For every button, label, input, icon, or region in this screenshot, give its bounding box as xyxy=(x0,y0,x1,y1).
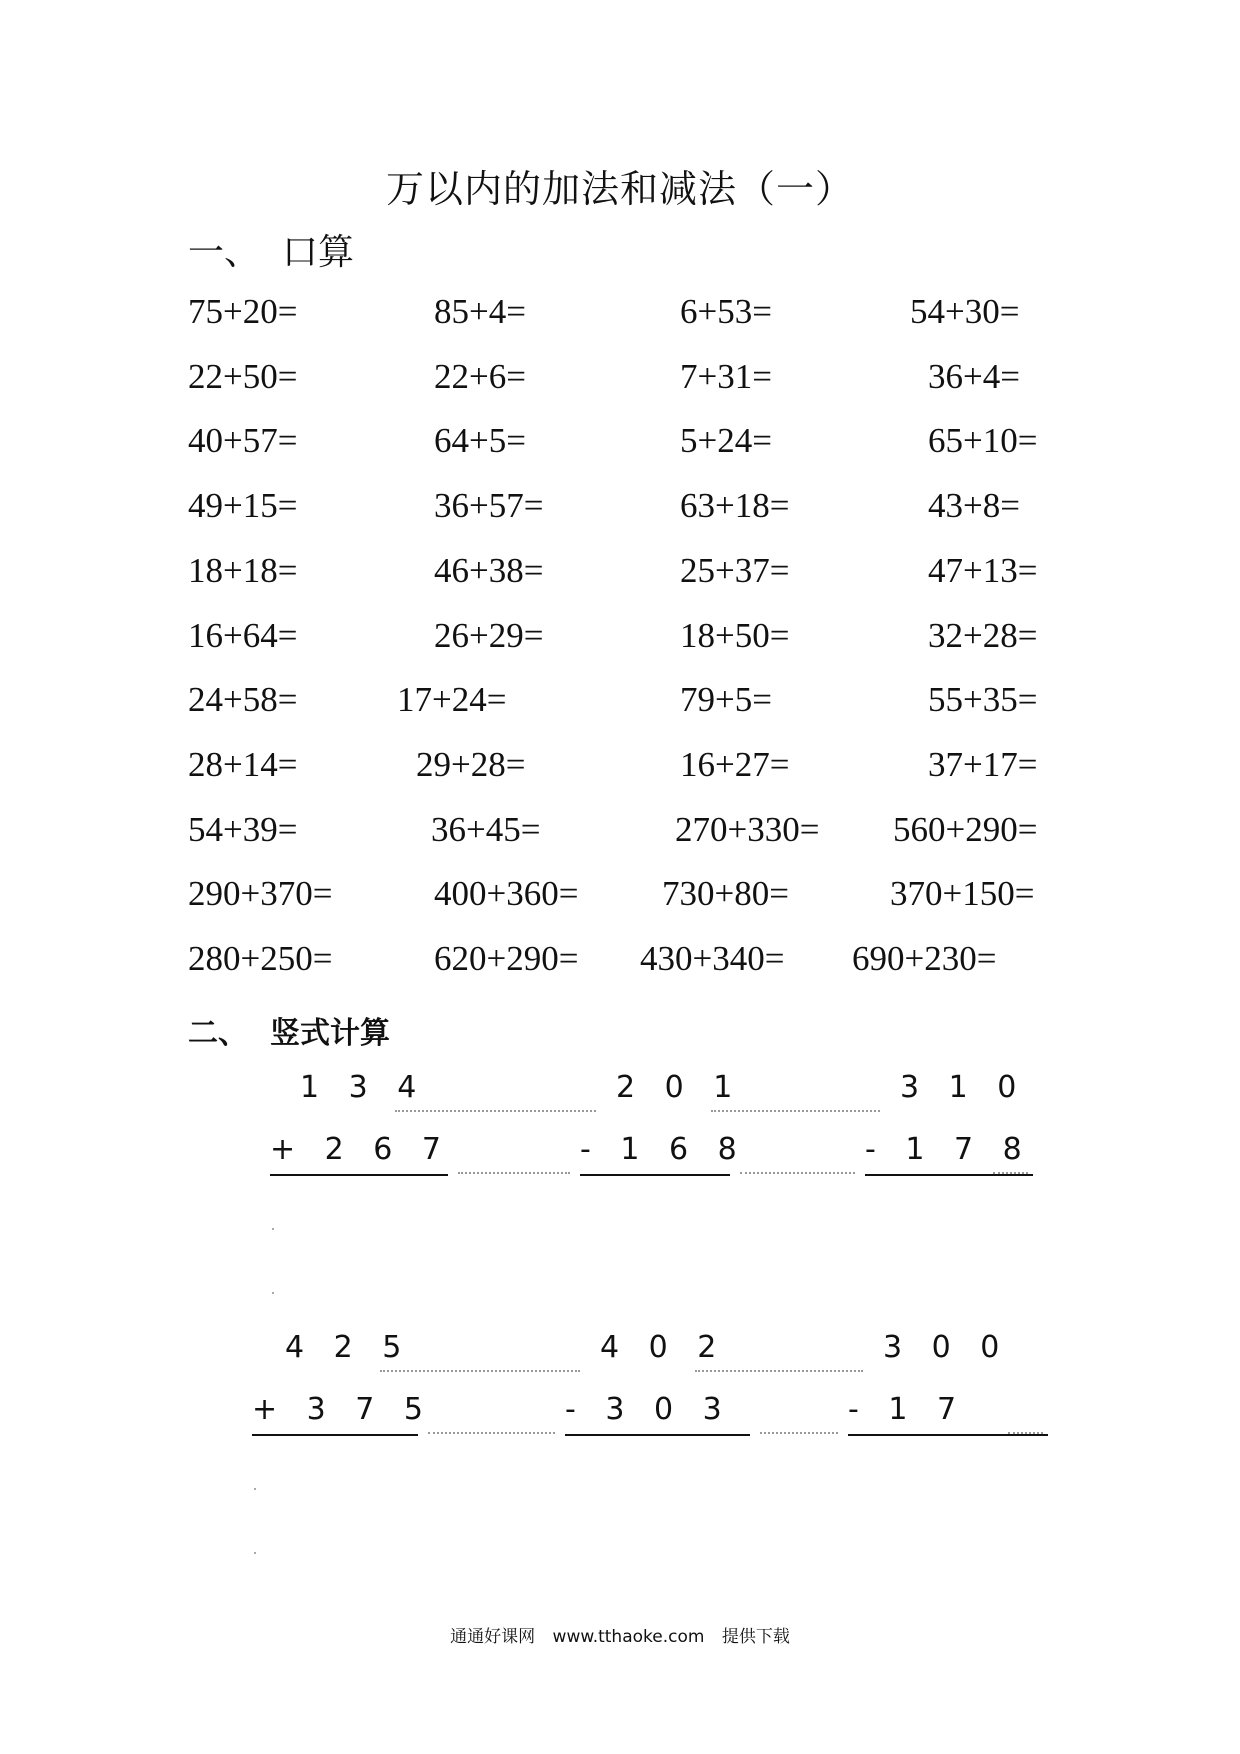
dotted-spacer xyxy=(711,1110,880,1112)
oral-problem: 75+20= xyxy=(188,292,298,331)
oral-problem: 430+340= xyxy=(640,939,785,978)
vertical-bottom-number: + 2 6 7 xyxy=(270,1132,452,1167)
oral-problem: 36+45= xyxy=(431,809,541,849)
oral-problem: 18+50= xyxy=(680,615,790,655)
vertical-bottom-number: - 1 7 8 xyxy=(865,1132,1032,1167)
oral-problem: 54+39= xyxy=(188,809,298,849)
dotted-spacer xyxy=(695,1370,863,1372)
oral-problem: 22+50= xyxy=(188,356,298,396)
oral-problem: 32+28= xyxy=(928,615,1038,655)
stray-dot xyxy=(272,1228,274,1230)
oral-problem: 6+53= xyxy=(680,292,772,331)
answer-underline xyxy=(580,1174,730,1176)
oral-problem: 54+30= xyxy=(910,292,1020,331)
vertical-top-number: 3 0 0 xyxy=(883,1330,1010,1365)
stray-dot xyxy=(272,1292,274,1294)
dotted-spacer xyxy=(740,1172,855,1174)
vertical-bottom-number: - 1 6 8 xyxy=(580,1132,747,1167)
stray-dot xyxy=(254,1488,256,1490)
answer-underline xyxy=(848,1434,1048,1436)
oral-problem: 36+57= xyxy=(434,486,544,526)
answer-underline xyxy=(565,1434,750,1436)
footer-note: 提供下载 xyxy=(721,1627,790,1647)
oral-problem: 46+38= xyxy=(434,550,544,590)
oral-problem: 25+37= xyxy=(680,550,790,590)
answer-underline xyxy=(252,1434,418,1436)
footer xyxy=(0,1622,1240,1647)
oral-problem: 79+5= xyxy=(680,680,772,720)
oral-problem: 18+18= xyxy=(188,550,298,590)
vertical-top-number: 1 3 4 xyxy=(300,1070,427,1105)
oral-problem: 280+250= xyxy=(188,939,333,978)
stray-dot xyxy=(254,1552,256,1554)
section-label: 竖式计算 xyxy=(270,1016,390,1051)
oral-problem: 690+230= xyxy=(852,939,997,978)
oral-problem: 5+24= xyxy=(680,421,772,461)
oral-problem: 29+28= xyxy=(416,744,526,784)
dotted-spacer xyxy=(993,1172,1028,1174)
oral-problem: 17+24= xyxy=(397,680,507,720)
vertical-bottom-number: - 1 7 xyxy=(848,1392,967,1427)
oral-problem: 290+370= xyxy=(188,874,333,914)
section-number: 二、 xyxy=(188,1016,248,1051)
oral-problem: 24+58= xyxy=(188,680,298,720)
dotted-spacer xyxy=(428,1432,555,1434)
oral-problem: 55+35= xyxy=(928,680,1038,720)
oral-problem: 65+10= xyxy=(928,421,1038,461)
vertical-top-number: 4 2 5 xyxy=(285,1330,412,1365)
vertical-top-number: 4 0 2 xyxy=(600,1330,727,1365)
dotted-spacer xyxy=(380,1370,580,1372)
oral-problem: 400+360= xyxy=(434,874,579,914)
oral-problem: 28+14= xyxy=(188,744,298,784)
page-title: 万以内的加法和减法（一） xyxy=(385,167,854,211)
section-label: 口算 xyxy=(282,232,355,273)
oral-problem: 37+17= xyxy=(928,744,1038,784)
vertical-top-number: 2 0 1 xyxy=(616,1070,743,1105)
dotted-spacer xyxy=(395,1110,596,1112)
oral-problem: 7+31= xyxy=(680,356,772,396)
oral-problem: 22+6= xyxy=(434,356,526,396)
dotted-spacer xyxy=(458,1172,570,1174)
answer-underline xyxy=(270,1174,448,1176)
vertical-bottom-number: - 3 0 3 xyxy=(565,1392,732,1427)
vertical-bottom-number: + 3 7 5 xyxy=(252,1392,434,1427)
oral-problem: 47+13= xyxy=(928,550,1038,590)
oral-problem: 620+290= xyxy=(434,939,579,978)
oral-problem: 26+29= xyxy=(434,615,544,655)
oral-problem: 730+80= xyxy=(662,874,789,914)
answer-underline xyxy=(865,1174,1033,1176)
oral-problem: 270+330= xyxy=(675,809,820,849)
oral-problem: 370+150= xyxy=(890,874,1035,914)
oral-problem: 16+64= xyxy=(188,615,298,655)
dotted-spacer xyxy=(760,1432,838,1434)
oral-problem: 36+4= xyxy=(928,356,1020,396)
vertical-top-number: 3 1 0 xyxy=(900,1070,1027,1105)
oral-problem: 560+290= xyxy=(893,809,1038,849)
section-number: 一、 xyxy=(188,232,261,273)
dotted-spacer xyxy=(1008,1432,1043,1434)
oral-problem: 64+5= xyxy=(434,421,526,461)
footer-site-name: 通通好课网 xyxy=(450,1627,536,1647)
oral-problem: 85+4= xyxy=(434,292,526,331)
oral-problem: 63+18= xyxy=(680,486,790,526)
footer-url: www.tthaoke.com xyxy=(552,1627,705,1647)
oral-problem: 16+27= xyxy=(680,744,790,784)
oral-problem: 49+15= xyxy=(188,486,298,526)
oral-problem: 43+8= xyxy=(928,486,1020,526)
section-vertical-heading xyxy=(188,1008,390,1052)
oral-problem: 40+57= xyxy=(188,421,298,461)
